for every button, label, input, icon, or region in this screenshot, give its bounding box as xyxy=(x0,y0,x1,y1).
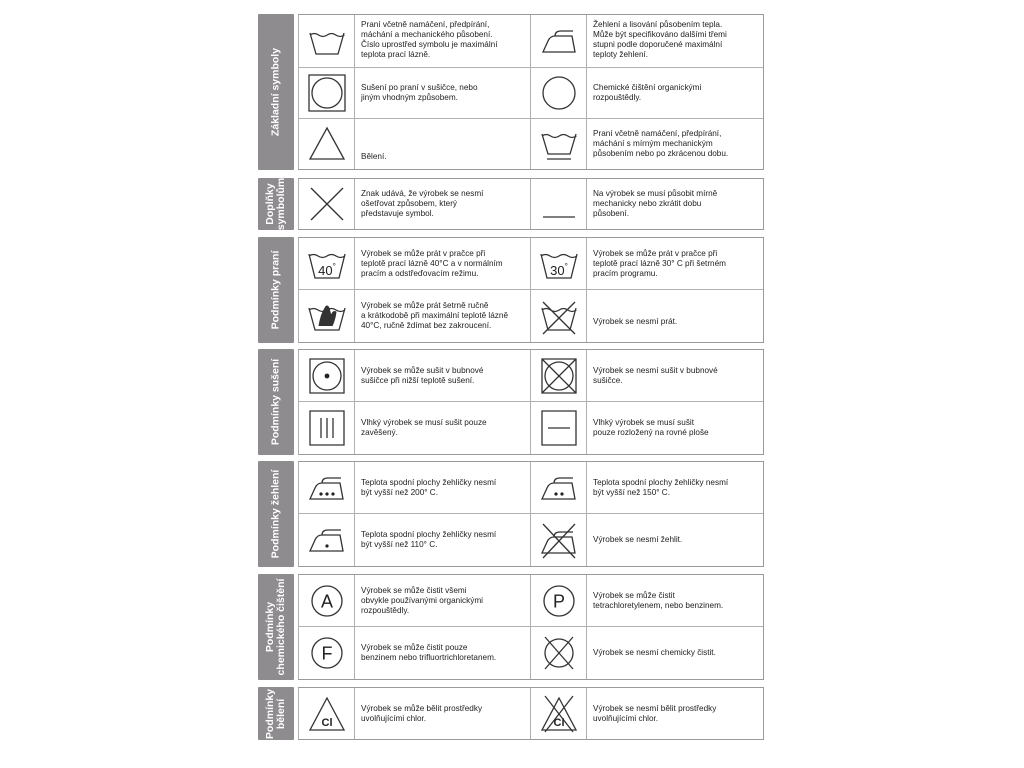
do-not-dry-clean-icon xyxy=(530,627,586,679)
section-bleaching xyxy=(258,687,764,740)
section-label: Doplňky symbolům xyxy=(264,177,287,231)
description-cell: Výrobek se nesmí bělit prostředky uvolňujícími chlor. xyxy=(586,688,763,739)
description-cell: Výrobek se nesmí prát. xyxy=(586,290,763,342)
bleach-triangle-icon xyxy=(298,119,354,169)
wash-tub-icon xyxy=(298,15,354,68)
dry-clean-f-icon xyxy=(298,627,354,679)
section-ironing xyxy=(258,461,764,567)
wash-30-icon xyxy=(530,238,586,290)
cross-icon xyxy=(298,179,354,229)
section-label: Podmínky sušení xyxy=(269,358,282,446)
iron-icon xyxy=(530,15,586,68)
chlorine-label: Cl xyxy=(321,716,332,729)
do-not-bleach-cl-icon xyxy=(530,688,586,739)
wash-temperature-label: 30° xyxy=(549,261,568,278)
description-cell: Výrobek se může čistit pouze benzinem nebo trifluortrichloretanem. xyxy=(354,627,530,679)
section-label: Podmínky žehlení xyxy=(269,469,282,559)
description-cell: Výrobek se nesmí chemicky čistit. xyxy=(586,627,763,679)
chlorine-label: Cl xyxy=(553,716,564,729)
description-cell: Výrobek se může čistit všemi obvykle používanými organickými rozpouštědly. xyxy=(354,575,530,627)
bleach-cl-icon xyxy=(298,688,354,739)
description-cell: Výrobek se nesmí sušit v bubnové sušičce. xyxy=(586,350,763,402)
section-label-strip xyxy=(258,574,294,680)
description-cell: Výrobek se může prát v pračce při teplotě prací lázně 30° C při šetrném pracím programu. xyxy=(586,238,763,290)
tumble-dry-low-icon xyxy=(298,350,354,402)
section-label: Podmínky bělení xyxy=(264,688,287,739)
wash-temperature-label: 40° xyxy=(317,261,336,278)
description-cell: Výrobek se může prát šetrně ručně a krátkodobě při maximální teplotě lázně 40°C, ručně ždímat bez zakroucení. xyxy=(354,290,530,342)
do-not-tumble-dry-icon xyxy=(530,350,586,402)
description-cell: Praní včetně namáčení, předpírání, máchání s mírným mechanickým působením nebo po zkrácenou dobu. xyxy=(586,119,763,169)
section-label: Podmínky praní xyxy=(269,250,282,330)
description-cell: Výrobek se může prát v pračce při teplotě prací lázně 40°C a v normálním pracím a odstřeďovacím režimu. xyxy=(354,238,530,290)
description-cell: Na výrobek se musí působit mírně mechanicky nebo zkrátit dobu působení. xyxy=(586,179,763,229)
section-label-strip xyxy=(258,687,294,740)
section-label: Základní symboly xyxy=(269,47,282,137)
description-cell: Teplota spodní plochy žehličky nesmí být vyšší než 110° C. xyxy=(354,514,530,566)
do-not-wash-icon xyxy=(530,290,586,342)
dry-clean-letter: A xyxy=(320,591,333,611)
description-cell: Vlhký výrobek se musí sušit pouze rozložený na rovné ploše xyxy=(586,402,763,454)
dry-clean-letter: P xyxy=(552,591,565,611)
description-cell: Bělení. xyxy=(354,119,530,169)
section-label-strip xyxy=(258,178,294,230)
section-label-strip xyxy=(258,237,294,343)
description-cell: Výrobek se může čistit tetrachloretylenem, nebo benzinem. xyxy=(586,575,763,627)
section-label: Podmínky chemického čištění xyxy=(264,578,287,676)
dry-clean-letter: F xyxy=(321,643,332,664)
dry-clean-a-icon xyxy=(298,575,354,627)
description-cell: Výrobek se může sušit v bubnové sušičce při nižší teplotě sušení. xyxy=(354,350,530,402)
hand-wash-icon xyxy=(298,290,354,342)
iron-3-dots-icon xyxy=(298,462,354,514)
drip-dry-icon xyxy=(298,402,354,454)
section-drying xyxy=(258,349,764,455)
gentle-wash-tub-icon xyxy=(530,119,586,169)
description-cell: Sušení po praní v sušičce, nebo jiným vhodným způsobem. xyxy=(354,68,530,119)
description-cell: Výrobek se nesmí žehlit. xyxy=(586,514,763,566)
description-cell: Vlhký výrobek se musí sušit pouze zavěšený. xyxy=(354,402,530,454)
section-symbol-supplements xyxy=(258,178,764,230)
iron-1-dot-icon xyxy=(298,514,354,566)
section-dry-cleaning xyxy=(258,574,764,680)
section-label-strip xyxy=(258,461,294,567)
description-cell: Chemické čištění organickými rozpouštědly. xyxy=(586,68,763,119)
description-cell: Žehlení a lisování působením tepla. Může být specifikováno dalšími třemi stupni podle doporučené maximální teploty žehlení. xyxy=(586,15,763,68)
description-cell: Výrobek se může bělit prostředky uvolňujícími chlor. xyxy=(354,688,530,739)
dry-flat-icon xyxy=(530,402,586,454)
section-label-strip xyxy=(258,14,294,170)
underline-bar-icon xyxy=(530,179,586,229)
section-washing xyxy=(258,237,764,343)
description-cell: Znak udává, že výrobek se nesmí ošetřovat způsobem, který představuje symbol. xyxy=(354,179,530,229)
description-cell: Teplota spodní plochy žehličky nesmí být vyšší než 150° C. xyxy=(586,462,763,514)
iron-2-dots-icon xyxy=(530,462,586,514)
wash-40-icon xyxy=(298,238,354,290)
description-cell: Teplota spodní plochy žehličky nesmí být vyšší než 200° C. xyxy=(354,462,530,514)
section-label-strip xyxy=(258,349,294,455)
description-cell: Praní včetně namáčení, předpírání, máchání a mechanického působení. Číslo uprostřed symbolu je maximální teplota prací lázně. xyxy=(354,15,530,68)
section-basic-symbols xyxy=(258,14,764,170)
do-not-iron-icon xyxy=(530,514,586,566)
dry-clean-circle-icon xyxy=(530,68,586,119)
tumble-dry-icon xyxy=(298,68,354,119)
dry-clean-p-icon xyxy=(530,575,586,627)
